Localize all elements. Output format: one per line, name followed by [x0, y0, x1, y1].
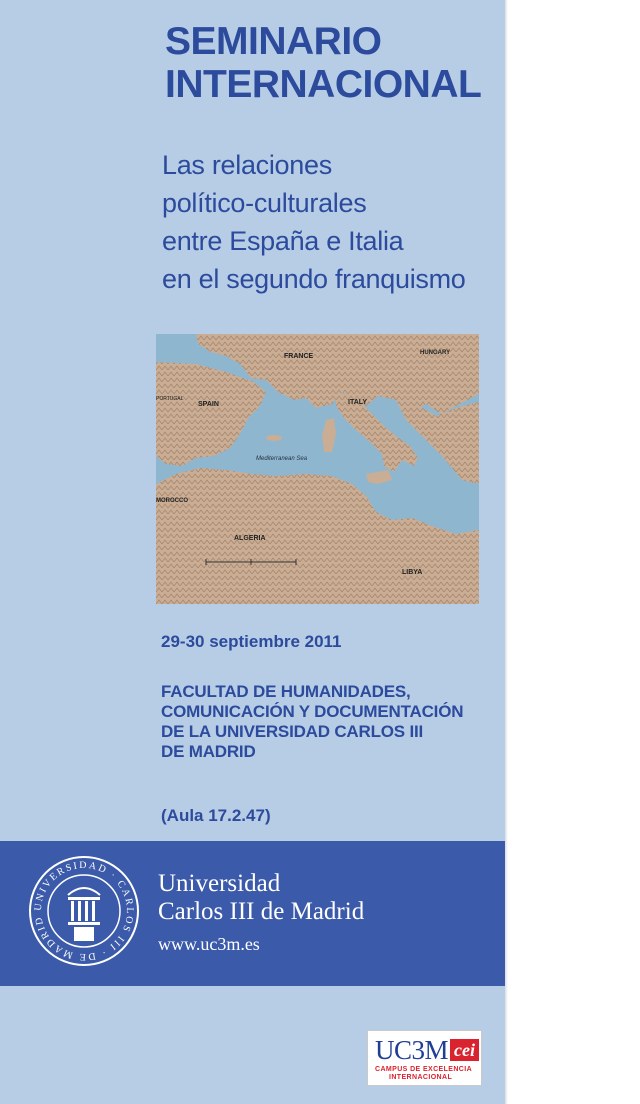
venue-line-2: COMUNICACIÓN Y DOCUMENTACIÓN: [161, 702, 464, 721]
logo-main-text: UC3M: [375, 1035, 449, 1065]
map-graphic: [156, 334, 479, 604]
university-name-line-2: Carlos III de Madrid: [158, 898, 365, 925]
venue-line-3: DE LA UNIVERSIDAD CARLOS III: [161, 722, 424, 741]
seminar-subtitle: [162, 146, 466, 298]
university-seal-icon: [28, 855, 140, 972]
map-land-balearics: [266, 435, 282, 441]
venue-line-4: DE MADRID: [161, 742, 256, 761]
subtitle-line-4: en el segundo franquismo: [162, 264, 466, 294]
map-label-morocco: MOROCCO: [156, 498, 188, 504]
logo-tagline-2: INTERNACIONAL: [389, 1074, 453, 1081]
subtitle-line-3: entre España e Italia: [162, 226, 404, 256]
map-label-france: FRANCE: [284, 353, 314, 360]
map-label-algeria: ALGERIA: [234, 535, 266, 542]
title-line-2: INTERNACIONAL: [165, 63, 482, 106]
event-room: (Aula 17.2.47): [161, 806, 271, 825]
logo-tagline: [375, 1066, 472, 1082]
university-name-line-1: Universidad: [158, 870, 281, 897]
map-label-spain: SPAIN: [198, 401, 219, 408]
logo-tagline-1: CAMPUS DE EXCELENCIA: [375, 1066, 473, 1073]
map-label-sea: Mediterranean Sea: [256, 456, 308, 462]
poster-edge: [505, 0, 508, 1104]
map-label-portugal: PORTUGAL: [156, 396, 184, 402]
uc3m-cei-logo: [367, 1030, 482, 1086]
map-label-italy: ITALY: [348, 399, 368, 406]
map-label-hungary: HUNGARY: [420, 350, 451, 356]
seal-ring-text: UNIVERSIDAD · CARLOS III · DE MADRID: [32, 859, 136, 963]
subtitle-line-1: Las relaciones: [162, 150, 332, 180]
subtitle-line-2: político-culturales: [162, 188, 367, 218]
mediterranean-map: [156, 334, 479, 604]
event-date: 29-30 septiembre 2011: [161, 632, 342, 651]
map-label-libya: LIBYA: [402, 569, 423, 576]
event-venue: [161, 682, 463, 762]
venue-line-1: FACULTAD DE HUMANIDADES,: [161, 682, 411, 701]
university-url: www.uc3m.es: [158, 934, 260, 954]
university-name: [158, 870, 364, 955]
title-line-1: SEMINARIO: [165, 20, 382, 63]
logo-cei-badge: cei: [450, 1039, 479, 1061]
seminar-title: [165, 20, 481, 106]
